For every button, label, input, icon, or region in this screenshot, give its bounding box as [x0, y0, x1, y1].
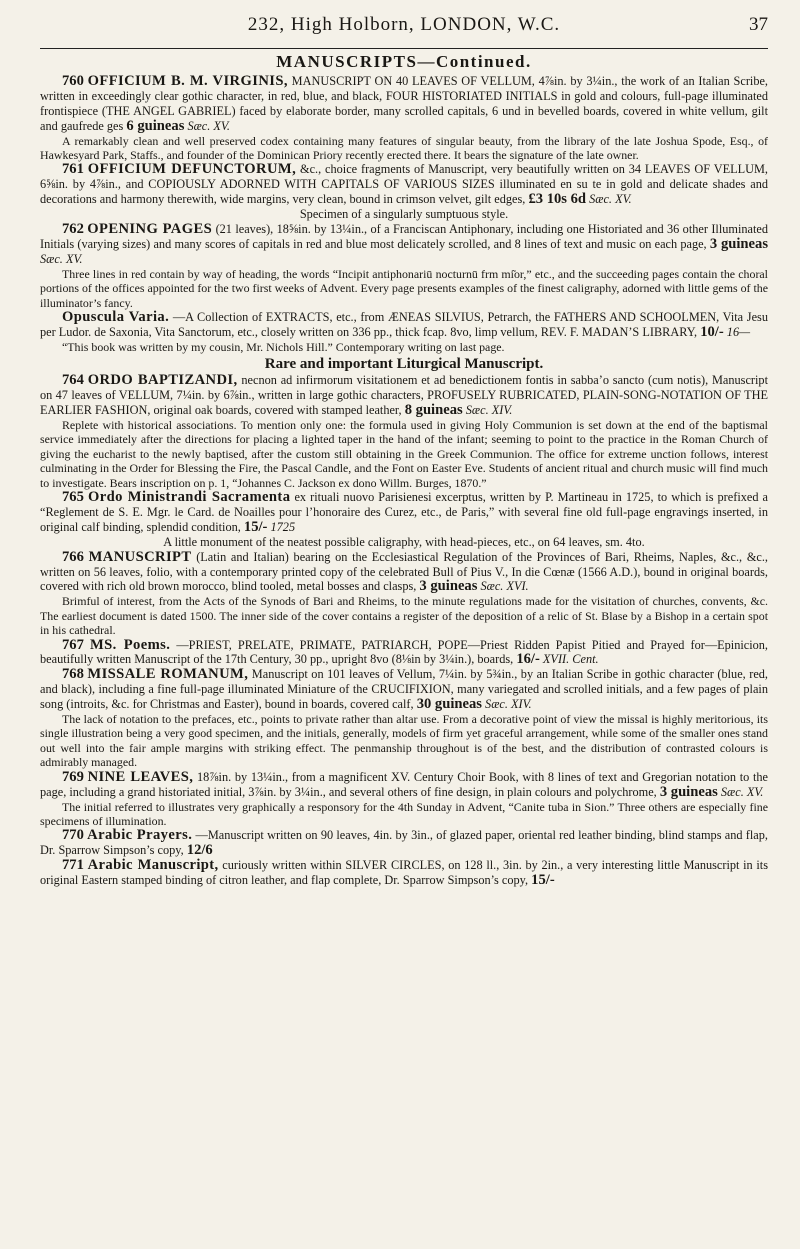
- entry-description: (Latin and Italian) bearing on the Ecclesiastical Regulation of the Provinces of Bari, Rheims, Naples, &c., &c., written on 56 leaves, folio, with a contemporary printed copy of the celebrated Bull of Pius V., In die Cœnæ (1566 A.D.), bound in original boards, covered with rich old brown morocco, blind tooled, metal bosses and clasps,: [40, 549, 768, 594]
- entry-description: MANUSCRIPT ON 40 LEAVES OF VELLUM, 4⅞in. by 3¼in., the work of an Italian Scribe, written in exceedingly clear gothic character, in red, blue, and black, FOUR HISTORIATED INITIALS in gold and colours, full-page illuminated frontispiece (THE ANGEL GABRIEL) faced by elaborate border, many scrolled capitals, 6 und in bevelled boards, covered in white vellum, gilt and gaufrede ges: [40, 74, 769, 133]
- entry-heading: Ordo Ministrandi Sacramenta: [87, 488, 291, 505]
- entry-list: [40, 74, 768, 888]
- entry-subhead: A little monument of the neatest possible caligraphy, with head-pieces, etc., on 64 leaves, sm. 4to.: [163, 534, 645, 549]
- entry-heading: OFFICIUM B. M. VIRGINIS,: [87, 73, 288, 89]
- section-title: MANUSCRIPTS—Continued.: [276, 52, 532, 71]
- entry-price: 15/-: [531, 872, 555, 889]
- catalogue-entry: [40, 770, 768, 829]
- entry-number: 771: [62, 857, 84, 874]
- entry-description: necnon ad infirmorum visitationem et ad benedictionem fontis in sabba’o sancto (cum notis), Manuscript on 47 leaves of VELLUM, 7¼in. by 6⅞in., written in large gothic characters, PROFUSELY RUBRICATED, PLAIN-SONG-NOTATION OF THE EARLIER FASHION, original oak boards, covered with stamped leather,: [40, 373, 768, 418]
- entry-number: 761: [62, 161, 84, 178]
- entry-description: &c., choice fragments of Manuscript, very beautifully written on 34 LEAVES OF VELLUM, 6⅝in. by 4⅞in., and COPIOUSLY ADORNED WITH CAPITALS OF VARIOUS SIZES illuminated en su te in gold and delicate shades and decorations and harmony therewith, wide margins, very clean, bound in crimson velvet, gilt edges,: [40, 162, 769, 207]
- entry-description: 18⅞in. by 13¼in., from a magnificent XV. Century Choir Book, with 8 lines of text and Gregorian notation to the page, including a grand historiated initial, 3⅞in. by 3¼in., and several others of fine design, in plain colours and polychrome,: [40, 769, 769, 799]
- catalogue-entry: [40, 373, 768, 490]
- entry-heading: Arabic Manuscript,: [87, 857, 219, 874]
- entry-century: Sæc. XV.: [720, 784, 764, 799]
- entry-heading: MANUSCRIPT: [88, 548, 192, 565]
- entry-number: 769: [62, 768, 84, 785]
- entry-heading: MISSALE ROMANUM,: [87, 666, 249, 683]
- entry-description: ex rituali nuovo Parisienesi excerptus, written by P. Martineau in 1725, to which is prefixed a “Reglement de S. E. Mgr. le Card. de Noailles pour l’honoraire des Curez, etc., de Paris,” with several fine old full-page engravings inserted, in original calf binding, splendid condition,: [40, 489, 769, 534]
- entry-century: Sæc. XVI.: [480, 579, 529, 594]
- page-header-title: 232, High Holborn, LONDON, W.C.: [247, 14, 561, 35]
- entry-number: 766: [62, 548, 84, 565]
- entry-number: 767: [62, 636, 84, 653]
- entry-price: 3 guineas: [419, 578, 478, 595]
- entry-price: 30 guineas: [416, 696, 482, 713]
- catalogue-entry: [40, 74, 768, 162]
- entry-description: —A Collection of EXTRACTS, etc., from ÆNEAS SILVIUS, Petrarch, the FATHERS AND SCHOOLMEN, Vita Jesu per Ludor. de Saxonia, Vita Sanctorum, etc., closely written on 336 pp., thick fcap. 8vo, limp vellum, REV. F. MADAN’S LIBRARY,: [40, 310, 768, 339]
- entry-number: 762: [62, 221, 84, 238]
- entry-price: £3 10s 6d: [528, 191, 587, 208]
- catalogue-entry: [40, 222, 768, 310]
- entry-number: 765: [62, 488, 84, 505]
- entry-price: 6 guineas: [126, 117, 185, 134]
- entry-century: Sæc. XV.: [187, 118, 230, 133]
- entry-heading: Arabic Prayers.: [87, 827, 193, 844]
- running-header: [40, 14, 768, 49]
- entry-description: (21 leaves), 18⅝in. by 13¼in., of a Franciscan Antiphonary, including one Historiated and 36 other Illuminated Initials (varying sizes) and many scores of capitals in red and blue most delicately scrolled, and 8 lines of text and music on each page,: [40, 222, 769, 251]
- catalogue-entry: [40, 828, 768, 858]
- entry-price: 15/-: [243, 518, 268, 535]
- entry-century: Sæc. XV.: [589, 192, 632, 207]
- entry-price: 3 guineas: [659, 783, 718, 800]
- entry-century: 16—: [726, 324, 751, 339]
- entry-description: curiously written within SILVER CIRCLES, on 128 ll., 3in. by 2in., a very interesting little Manuscript in its original Eastern stamped binding of citron leather, and flap complete, Dr. Sparrow Simpson’s copy,: [40, 858, 768, 888]
- entry-note: Replete with historical associations. To mention only one: the formula used in giving Holy Communion is set down at the end of the baptismal service immediately after the directions for placing a lighted taper in the hand of the infant; seeming to point to the practice in the Roman Church of giving the eucharist to the newly baptised, after the custom still obtaining in the Greek Communion. The office for extreme unction follows, interest culminating in the Order for Blessing the Fire, the Pascal Candle, and the Font on Easter Eve. Students of ancient ritual and church music will find much to investigate. Bears inscription on p. 1, “Johannes C. Jackson ex dono Willm. Burges, 1870.”: [40, 417, 768, 490]
- entry-century: XVII. Cent.: [542, 652, 599, 667]
- entry-subhead: Specimen of a singularly sumptuous style.: [299, 207, 509, 222]
- catalogue-entry: [40, 490, 768, 550]
- entry-note: The initial referred to illustrates very graphically a responsory for the 4th Sunday in Advent, “Canite tuba in Sion.” Three others are especially fine specimens of illumination.: [40, 799, 768, 828]
- entry-heading: ORDO BAPTIZANDI,: [87, 372, 238, 389]
- entry-number: 760: [62, 73, 84, 89]
- entry-price: 16/-: [516, 651, 540, 668]
- entry-number: 768: [62, 666, 84, 683]
- entry-heading: NINE LEAVES,: [87, 768, 194, 785]
- catalogue-entry: [40, 162, 768, 222]
- entry-century: Sæc. XIV.: [485, 697, 532, 712]
- entry-note: Three lines in red contain by way of heading, the words “Incipit antiphonariū nocturnū frm mi͂or,” etc., and the succeeding pages contain the choral portions of the offices appointed for the two first weeks of Advent. Every page presents examples of the finest caligraphy, adorned with little gems of the illuminator’s fancy.: [40, 266, 768, 310]
- entry-price: 3 guineas: [709, 235, 769, 252]
- entry-heading: OPENING PAGES: [87, 221, 213, 238]
- entry-price: 10/-: [700, 323, 724, 340]
- page-number: 37: [749, 14, 768, 35]
- entry-price: 12/6: [186, 842, 213, 859]
- entry-note: A remarkably clean and well preserved codex containing many features of singular beauty, from the library of the late Joshua Spode, Esq., of Hawkesyard Park, Staffs., and founder of the Dominican Priory recently erected there. It bears the signature of the late owner.: [40, 133, 768, 163]
- entry-number: 764: [62, 372, 84, 389]
- entry-number: 770: [62, 827, 84, 844]
- entry-century: Sæc. XV.: [40, 251, 83, 266]
- entry-banner: Rare and important Liturgical Manuscript.: [264, 356, 544, 373]
- entry-note: “This book was written by my cousin, Mr. Nichols Hill.” Contemporary writing on last page.: [62, 339, 505, 354]
- catalogue-entry: [40, 550, 768, 638]
- entry-description: —PRIEST, PRELATE, PRIMATE, PATRIARCH, POPE—Priest Ridden Papist Pitied and Prayed for—Epinicion, beautifully written Manuscript of the 17th Century, 30 pp., upright 8vo (8⅛in by 3¼in.), boards,: [40, 637, 769, 667]
- entry-note: Brimful of interest, from the Acts of the Synods of Bari and Rheims, to the minute regulations made for the visitation of churches, convents, &c. The earliest document is dated 1500. The inner side of the cover contains a register of the deposition of a relic of St. Blase by a Bishop in a certain spot in his cathedral.: [40, 594, 768, 638]
- entry-note: The lack of notation to the prefaces, etc., points to private rather than altar use. From a decorative point of view the missal is highly meritorious, its single illustration being a very good specimen, and the initials, generally, models of firm yet graceful arrangement, while some of the smaller ones stand out well into the fair ample margins with striking effect. The penmanship throughout is of the best, and the distribution of contrasted colours is admirably managed.: [40, 712, 768, 770]
- entry-century: 1725: [270, 519, 296, 534]
- catalogue-entry: [40, 667, 768, 769]
- catalogue-entry: [40, 638, 768, 668]
- entry-heading: Opuscula Varia.: [62, 309, 170, 325]
- entry-description: —Manuscript written on 90 leaves, 4in. by 3in., of glazed paper, oriental red leather binding, blind stamps and flap, Dr. Sparrow Simpson’s copy,: [40, 828, 768, 858]
- catalogue-entry: [40, 858, 768, 888]
- catalogue-entry: [40, 310, 768, 354]
- catalogue-page: [40, 14, 768, 888]
- entry-century: Sæc. XIV.: [465, 403, 513, 418]
- entry-heading: OFFICIUM DEFUNCTORUM,: [87, 161, 297, 178]
- entry-price: 8 guineas: [404, 402, 463, 419]
- entry-heading: MS. Poems.: [89, 636, 171, 653]
- entry-description: Manuscript on 101 leaves of Vellum, 7¼in. by 5¾in., by an Italian Scribe in gothic character (blue, red, and black), including a fine full-page illuminated Miniature of the CRUCIFIXION, many variegated and scrolled initials, and a few pages of plain song (introits, &c. for Christmas and Easter), bound in boards, covered calf,: [40, 667, 769, 712]
